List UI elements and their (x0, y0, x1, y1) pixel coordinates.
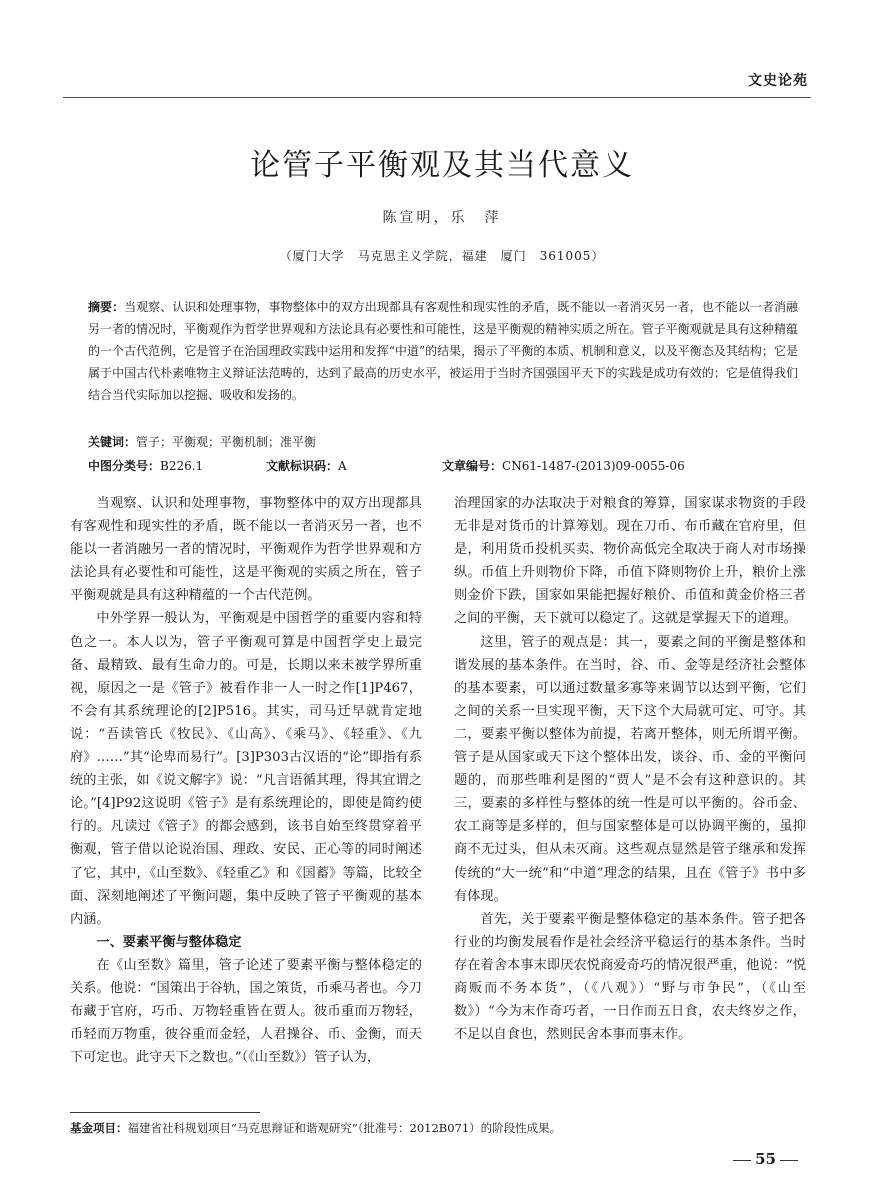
header-rule (63, 97, 811, 98)
page-number (729, 1150, 802, 1168)
clc-group (88, 457, 266, 474)
paragraph: 在《山至数》篇里，管子论述了要素平衡与整体稳定的关系。他说：“国策出于谷轨，国之策货，币乘马者也。今刀布藏于官府，巧币、万物轻重皆在贾人。彼币重而万物轻，币轻而万物重，彼谷重而金轻，人君操谷、币、金衡，而天下可定也。此守天下之数也。”（《山至数》）管子认为， (70, 957, 422, 1066)
paragraph-continued: 治理国家的办法取决于对粮食的筹算，国家谋求物资的手段无非是对货币的计算筹划。现在刀币、布币藏在官府里，但是，利用货币投机买卖、物价高低完全取决于商人对市场操纵。币值上升则物价下降，币值下降则物价上升，粮价上涨则金价下跌，国家如果能把握好粮价、币值和黄金价格三者之间的平衡，天下就可以稳定了。这就是掌握天下的道理。 (454, 496, 806, 627)
footnote-rule (70, 1112, 260, 1113)
author-affiliation: （厦门大学 马克思主义学院，福建 厦门 361005） (279, 249, 605, 263)
clc-label: 中图分类号： (88, 459, 161, 473)
paragraph: 当观察、认识和处理事物，事物整体中的双方出现都具有客观性和现实性的矛盾，既不能以一者消灭另一者，也不能以一者消融另一者的情况时，平衡观作为哲学世界观和方法论具有必要性和可能性，这是平衡观的实质之所在，管子平衡观就是具有这种精蕴的一个古代范例。 (70, 496, 422, 604)
keywords-text: 管子；平衡观；平衡机制；准平衡 (136, 435, 317, 449)
paragraph: 首先，关于要素平衡是整体稳定的基本条件。管子把各行业的均衡发展看作是社会经济平稳运行的基本条件。当时存在着舍本事末即厌农悦商爱奇巧的情况很严重，他说：“悦商贩而不务本货”，（《八观》）“野与市争民”，（《山至数》）“今为末作奇巧者，一日作而五日食，农夫终岁之作，不足以自食也，然则民舍本事而事末作。 (454, 911, 806, 1043)
body-column-right (454, 492, 806, 1046)
clc-value: B226.1 (160, 459, 204, 473)
paragraph: 中外学界一般认为，平衡观是中国哲学的重要内容和特色之一。本人以为，管子平衡观可算是中国哲学史上最完备、最精致、最有生命力的。可是，长期以来未被学界所重视，原因之一是《管子》被看作非一人一时之作[1]P467，不会有其系统理论的[2]P516。其实，司马迁早就肯定地说：“吾读管氏《牧民》、《山高》、《乘马》、《轻重》、《九府》……”其“论卑而易行”。[3]P303古汉语的“论”即指有系统的主张，如《说文解字》说：“凡言语循其理，得其宜谓之论。”[4]P92这说明《管子》是有系统理论的，即使是简约使行的。凡读过《管子》的都会感到，该书自始至终贯穿着平衡观，管子借以论说治国、理政、安民、正心等的同时阐述了它，其中，《山至数》、《轻重乙》和《国蓄》等篇，比较全面、深刻地阐述了平衡问题，集中反映了管子平衡观的基本内涵。 (70, 611, 422, 927)
doc-code-value: A (338, 459, 347, 473)
article-title: 论管子平衡观及其当代意义 (250, 148, 634, 183)
article-number-group (442, 457, 685, 474)
doc-code-label: 文献标识码： (266, 459, 339, 473)
page-number-value: 55 (755, 1150, 776, 1168)
page-number-dash-left (733, 1160, 751, 1161)
abstract-label: 摘要： (88, 300, 125, 314)
article-number-value: CN61-1487-(2013)09-0055-06 (502, 459, 685, 473)
classification-line (88, 457, 808, 474)
article-authors: 陈宣明，乐 萍 (382, 210, 502, 226)
footnote-label: 基金项目： (70, 1121, 128, 1135)
doc-code-group (266, 457, 442, 474)
keywords (88, 433, 808, 450)
abstract-text: 当观察、认识和处理事物，事物整体中的双方出现都具有客观性和现实性的矛盾，既不能以一者消灭另一者，也不能以一者消融另一者的情况时，平衡观作为哲学世界观和方法论具有必要性和可能性，这是平衡观的精神实质之所在。管子平衡观就是具有这种精蕴的一个古代范例，它是管子在治国理政实践中运用和发挥“中道”的结果，揭示了平衡的本质、机制和意义，以及平衡态及其结构；它是属于中国古代朴素唯物主义辩证法范畴的，达到了最高的历史水平，被运用于当时齐国强国平天下的实践是成功有效的；它是值得我们结合当代实际加以挖掘、吸收和发扬的。 (88, 300, 798, 402)
abstract (88, 296, 798, 406)
article-number-label: 文章编号： (442, 459, 503, 473)
section-heading: 一、要素平衡与整体稳定 (96, 934, 242, 950)
body-column-left (70, 492, 422, 1069)
funding-footnote (70, 1120, 561, 1136)
keywords-label: 关键词： (88, 435, 137, 449)
page-number-dash-right (780, 1160, 798, 1161)
journal-section-name: 文史论苑 (748, 73, 808, 89)
paragraph: 这里，管子的观点是：其一，要素之间的平衡是整体和谐发展的基本条件。在当时，谷、币、金等是经济社会整体的基本要素，可以通过数量多寡等来调节以达到平衡，它们之间的关系一旦实现平衡，天下这个大局就可定、可守。其二，要素平衡以整体为前提，若离开整体，则无所谓平衡。管子是从国家或天下这个整体出发，谈谷、币、金的平衡问题的，而那些唯利是图的“贾人”是不会有这种意识的。其三，要素的多样性与整体的统一性是可以平衡的。谷币金、农工商等是多样的，但与国家整体是可以协调平衡的，虽抑商不无过头，但从未灭商。这些观点显然是管子继承和发挥传统的“大一统”和“中道”理念的结果，且在《管子》书中多有体现。 (454, 634, 806, 904)
footnote-text: 福建省社科规划项目“马克思辩证和谐观研究”（批准号：2012B071）的阶段性成果。 (127, 1121, 562, 1135)
